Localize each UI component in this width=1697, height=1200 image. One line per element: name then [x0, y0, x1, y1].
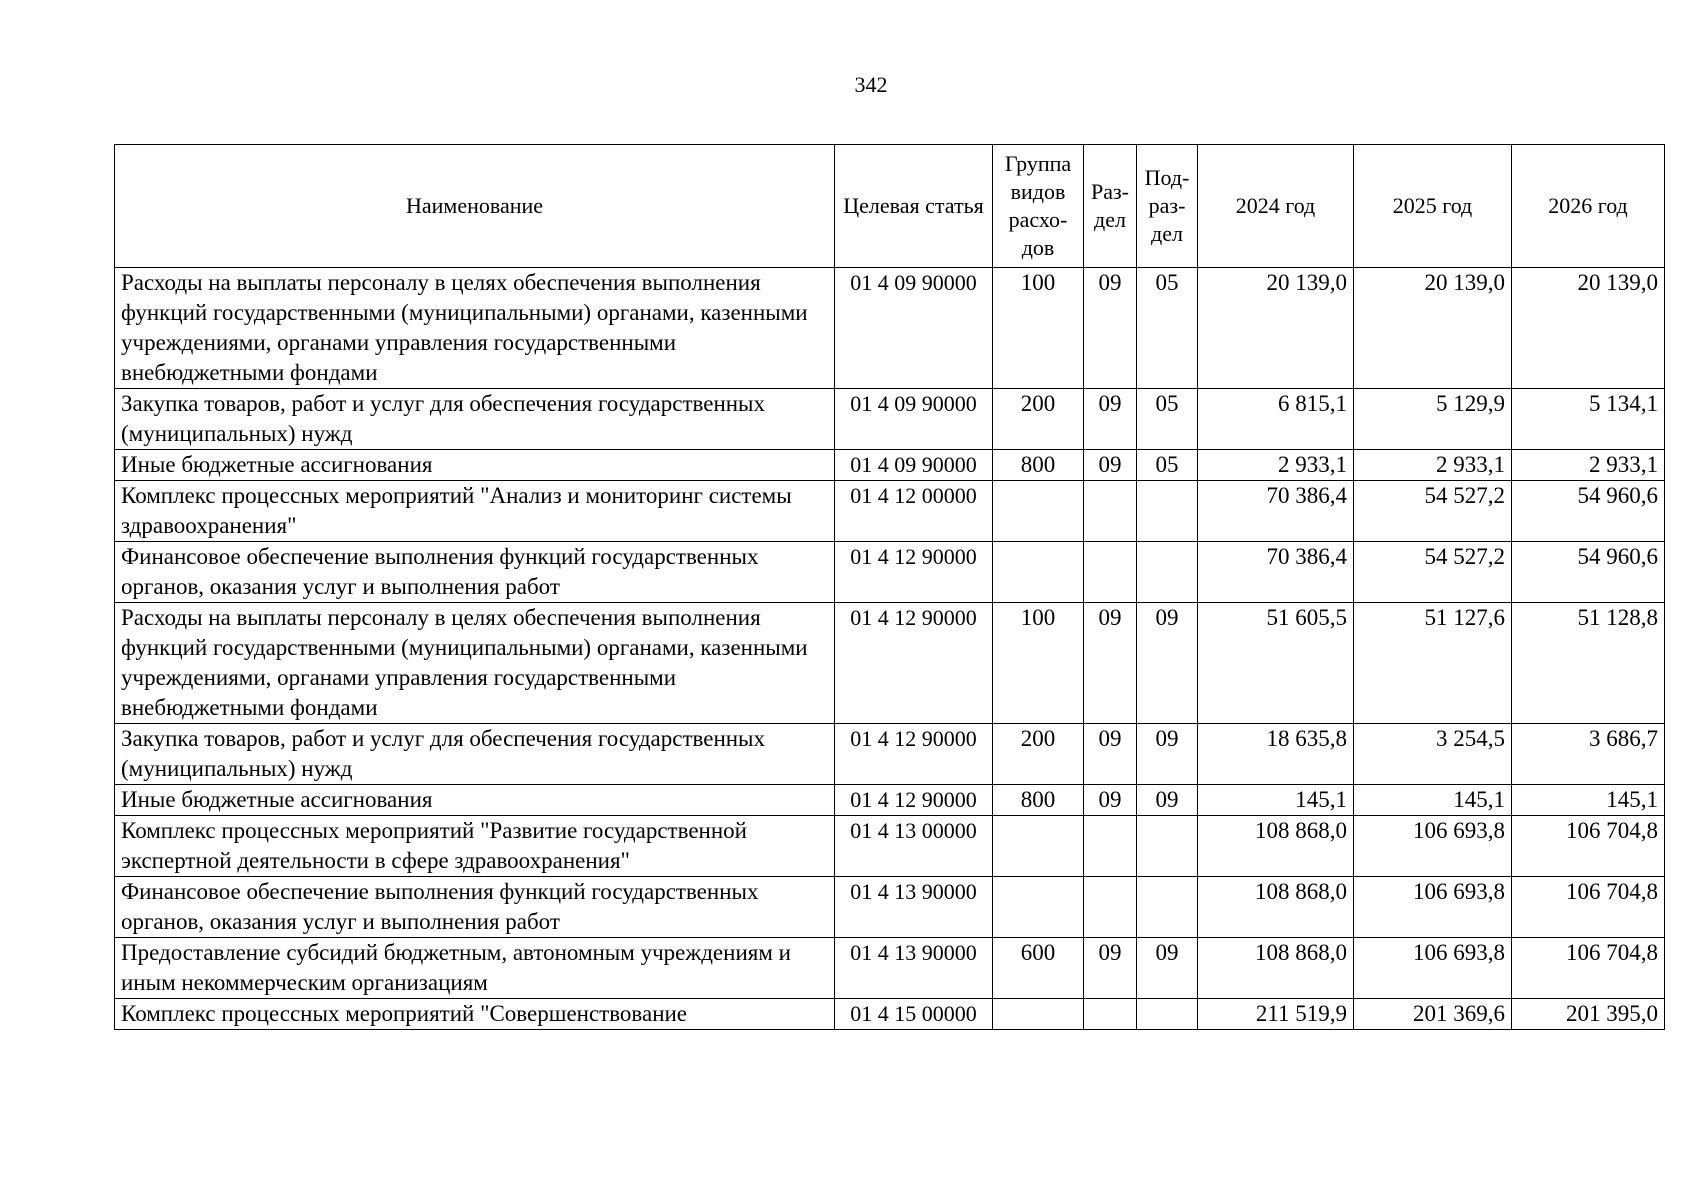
- table-header-row: [115, 145, 1665, 268]
- row-name: Закупка товаров, работ и услуг для обеспечения государственных (муниципальных) нужд: [115, 389, 835, 450]
- budget-table: [114, 144, 1665, 1030]
- row-target-code: 01 4 12 90000: [835, 603, 993, 724]
- column-header-subsection: Под- раз- дел: [1137, 145, 1198, 268]
- row-value-2026: 106 704,8: [1512, 938, 1665, 999]
- column-header-group: Группа видов расхо- дов: [993, 145, 1084, 268]
- row-subsection: [1137, 999, 1198, 1030]
- table-row: [115, 999, 1665, 1030]
- row-value-2025: 5 129,9: [1354, 389, 1512, 450]
- row-group: 100: [993, 603, 1084, 724]
- table-row: [115, 816, 1665, 877]
- row-section: 09: [1084, 603, 1137, 724]
- row-value-2026: 3 686,7: [1512, 724, 1665, 785]
- row-value-2025: 54 527,2: [1354, 542, 1512, 603]
- row-value-2024: 108 868,0: [1198, 877, 1354, 938]
- row-group: 800: [993, 785, 1084, 816]
- row-value-2025: 3 254,5: [1354, 724, 1512, 785]
- row-value-2024: 145,1: [1198, 785, 1354, 816]
- row-name: Расходы на выплаты персоналу в целях обеспечения выполнения функций государственными (муниципальными) органами, казенными учреждениями, органами управления государственными внебюджетными фондами: [115, 603, 835, 724]
- row-group: [993, 542, 1084, 603]
- row-subsection: 05: [1137, 389, 1198, 450]
- row-target-code: 01 4 12 90000: [835, 724, 993, 785]
- row-section: 09: [1084, 938, 1137, 999]
- row-group: [993, 816, 1084, 877]
- table-row: [115, 724, 1665, 785]
- column-header-2025: 2025 год: [1354, 145, 1512, 268]
- row-value-2025: 145,1: [1354, 785, 1512, 816]
- row-group: 100: [993, 268, 1084, 389]
- column-header-2024: 2024 год: [1198, 145, 1354, 268]
- table-row: [115, 785, 1665, 816]
- row-group: 200: [993, 724, 1084, 785]
- row-section: [1084, 481, 1137, 542]
- row-target-code: 01 4 09 90000: [835, 389, 993, 450]
- row-value-2025: 54 527,2: [1354, 481, 1512, 542]
- column-header-name: Наименование: [115, 145, 835, 268]
- row-value-2025: 106 693,8: [1354, 816, 1512, 877]
- row-value-2025: 51 127,6: [1354, 603, 1512, 724]
- table-row: [115, 450, 1665, 481]
- row-value-2024: 20 139,0: [1198, 268, 1354, 389]
- row-section: 09: [1084, 450, 1137, 481]
- row-value-2024: 211 519,9: [1198, 999, 1354, 1030]
- row-value-2025: 106 693,8: [1354, 877, 1512, 938]
- row-value-2024: 108 868,0: [1198, 938, 1354, 999]
- row-value-2026: 20 139,0: [1512, 268, 1665, 389]
- row-value-2026: 106 704,8: [1512, 877, 1665, 938]
- page-number: 342: [854, 72, 888, 97]
- row-section: [1084, 877, 1137, 938]
- row-section: 09: [1084, 389, 1137, 450]
- row-value-2025: 106 693,8: [1354, 938, 1512, 999]
- row-subsection: 05: [1137, 450, 1198, 481]
- row-name: Комплекс процессных мероприятий "Развитие государственной экспертной деятельности в сфере здравоохранения": [115, 816, 835, 877]
- row-subsection: [1137, 816, 1198, 877]
- table-row: [115, 268, 1665, 389]
- table-row: [115, 542, 1665, 603]
- row-value-2026: 5 134,1: [1512, 389, 1665, 450]
- row-value-2026: 2 933,1: [1512, 450, 1665, 481]
- row-group: 800: [993, 450, 1084, 481]
- row-subsection: 05: [1137, 268, 1198, 389]
- row-value-2026: 106 704,8: [1512, 816, 1665, 877]
- row-name: Предоставление субсидий бюджетным, автономным учреждениям и иным некоммерческим организациям: [115, 938, 835, 999]
- row-group: 200: [993, 389, 1084, 450]
- row-group: [993, 877, 1084, 938]
- row-value-2025: 20 139,0: [1354, 268, 1512, 389]
- row-target-code: 01 4 09 90000: [835, 268, 993, 389]
- row-target-code: 01 4 15 00000: [835, 999, 993, 1030]
- row-value-2026: 145,1: [1512, 785, 1665, 816]
- row-name: Закупка товаров, работ и услуг для обеспечения государственных (муниципальных) нужд: [115, 724, 835, 785]
- row-group: [993, 481, 1084, 542]
- row-value-2025: 201 369,6: [1354, 999, 1512, 1030]
- column-header-target: Целевая статья: [835, 145, 993, 268]
- row-name: Финансовое обеспечение выполнения функций государственных органов, оказания услуг и выполнения работ: [115, 877, 835, 938]
- row-subsection: 09: [1137, 938, 1198, 999]
- row-section: 09: [1084, 785, 1137, 816]
- row-subsection: 09: [1137, 603, 1198, 724]
- row-section: [1084, 999, 1137, 1030]
- row-value-2024: 108 868,0: [1198, 816, 1354, 877]
- row-group: 600: [993, 938, 1084, 999]
- row-name: Иные бюджетные ассигнования: [115, 450, 835, 481]
- row-section: [1084, 542, 1137, 603]
- row-name: Комплекс процессных мероприятий "Анализ и мониторинг системы здравоохранения": [115, 481, 835, 542]
- row-target-code: 01 4 09 90000: [835, 450, 993, 481]
- row-section: [1084, 816, 1137, 877]
- row-target-code: 01 4 12 00000: [835, 481, 993, 542]
- row-target-code: 01 4 13 90000: [835, 938, 993, 999]
- row-value-2026: 54 960,6: [1512, 481, 1665, 542]
- table-row: [115, 603, 1665, 724]
- row-section: 09: [1084, 268, 1137, 389]
- row-value-2026: 51 128,8: [1512, 603, 1665, 724]
- row-subsection: [1137, 542, 1198, 603]
- row-target-code: 01 4 12 90000: [835, 542, 993, 603]
- row-target-code: 01 4 12 90000: [835, 785, 993, 816]
- row-target-code: 01 4 13 90000: [835, 877, 993, 938]
- row-value-2026: 201 395,0: [1512, 999, 1665, 1030]
- row-value-2024: 70 386,4: [1198, 542, 1354, 603]
- table-row: [115, 481, 1665, 542]
- row-group: [993, 999, 1084, 1030]
- row-subsection: 09: [1137, 785, 1198, 816]
- column-header-section: Раз- дел: [1084, 145, 1137, 268]
- row-value-2024: 18 635,8: [1198, 724, 1354, 785]
- column-header-2026: 2026 год: [1512, 145, 1665, 268]
- table-row: [115, 938, 1665, 999]
- table-row: [115, 877, 1665, 938]
- row-value-2024: 2 933,1: [1198, 450, 1354, 481]
- row-value-2025: 2 933,1: [1354, 450, 1512, 481]
- row-value-2024: 6 815,1: [1198, 389, 1354, 450]
- row-subsection: [1137, 877, 1198, 938]
- table-row: [115, 389, 1665, 450]
- row-subsection: [1137, 481, 1198, 542]
- row-target-code: 01 4 13 00000: [835, 816, 993, 877]
- row-subsection: 09: [1137, 724, 1198, 785]
- row-value-2026: 54 960,6: [1512, 542, 1665, 603]
- row-name: Финансовое обеспечение выполнения функций государственных органов, оказания услуг и выполнения работ: [115, 542, 835, 603]
- row-section: 09: [1084, 724, 1137, 785]
- row-name: Расходы на выплаты персоналу в целях обеспечения выполнения функций государственными (муниципальными) органами, казенными учреждениями, органами управления государственными внебюджетными фондами: [115, 268, 835, 389]
- row-value-2024: 51 605,5: [1198, 603, 1354, 724]
- row-name: Иные бюджетные ассигнования: [115, 785, 835, 816]
- row-name: Комплекс процессных мероприятий "Совершенствование: [115, 999, 835, 1030]
- row-value-2024: 70 386,4: [1198, 481, 1354, 542]
